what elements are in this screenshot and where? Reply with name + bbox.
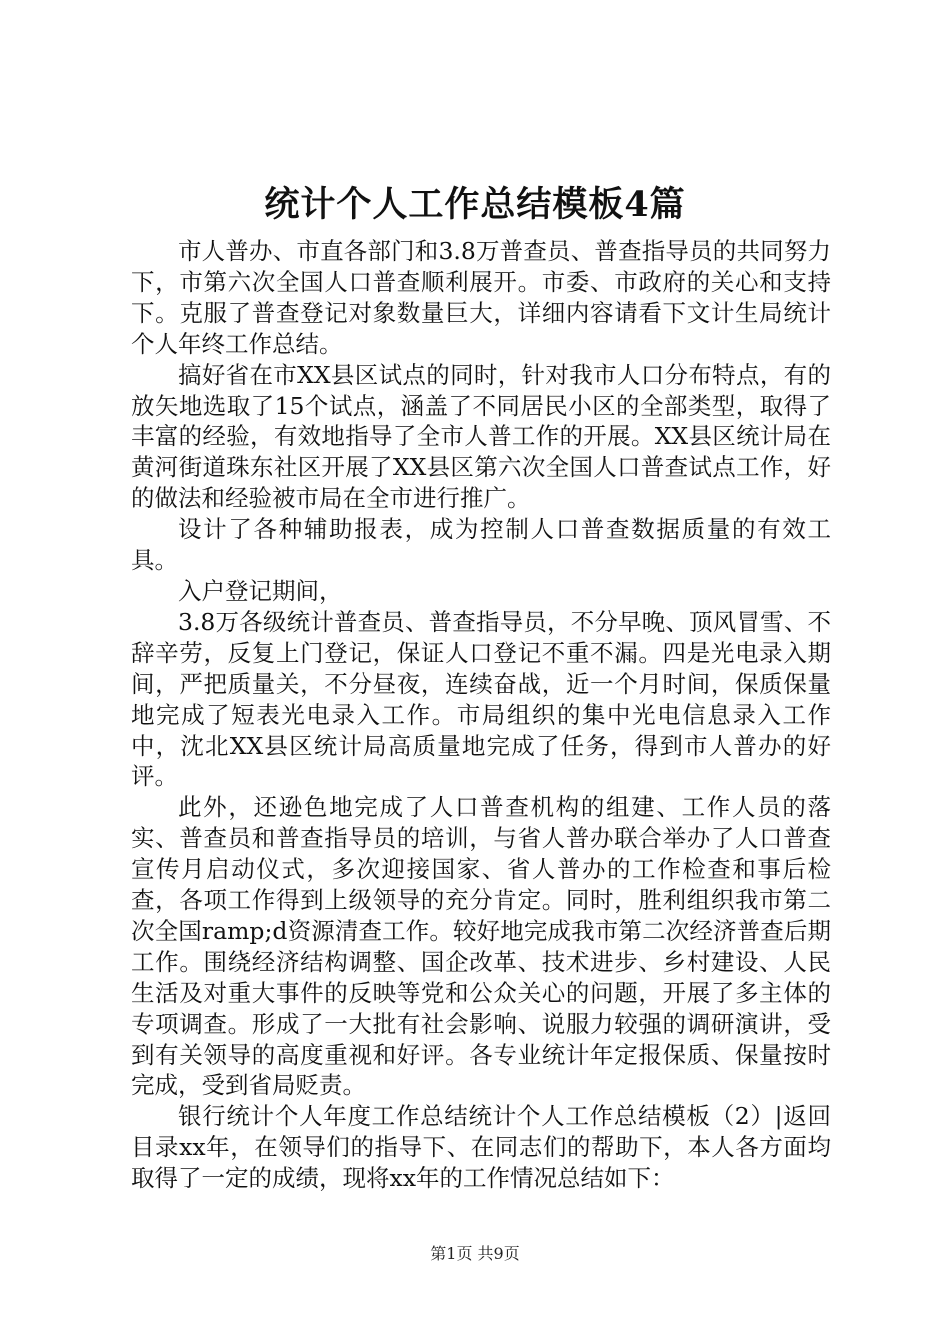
page-number-footer: 第1页 共9页	[430, 1244, 520, 1263]
document-title: 统计个人工作总结模板4篇	[264, 184, 686, 226]
paragraph: 设计了各种辅助报表，成为控制人口普查数据质量的有效工具。	[131, 515, 831, 575]
paragraph: 搞好省在市XX县区试点的同时，针对我市人口分布特点，有的放矢地选取了15个试点，涵盖了不同居民小区的全部类型，取得了丰富的经验，有效地指导了全市人普工作的开展。XX县区统计局在黄河街道珠东社区开展了XX县区第六次全国人口普查试点工作，好的做法和经验被市局在全市进行推广。	[131, 360, 831, 513]
paragraph: 此外，还逊色地完成了人口普查机构的组建、工作人员的落实、普查员和普查指导员的培训，与省人普办联合举办了人口普查宣传月启动仪式，多次迎接国家、省人普办的工作检查和事后检查，各项工作得到上级领导的充分肯定。同时，胜利组织我市第二次全国ramp;d资源清查工作。较好地完成我市第二次经济普查后期工作。围绕经济结构调整、国企改革、技术进步、乡村建设、人民生活及对重大事件的反映等党和公众关心的问题，开展了多主体的专项调查。形成了一大批有社会影响、说服力较强的调研演讲，受到有关领导的高度重视和好评。各专业统计年定报保质、保量按时完成，受到省局贬责。	[131, 793, 831, 1100]
paragraph: 市人普办、市直各部门和3.8万普查员、普查指导员的共同努力下，市第六次全国人口普查顺利展开。市委、市政府的关心和支持下。克服了普查登记对象数量巨大，详细内容请看下文计生局统计个人年终工作总结。	[131, 237, 831, 358]
document-body	[131, 236, 831, 1194]
paragraph: 银行统计个人年度工作总结统计个人工作总结模板（2）|返回目录xx年，在领导们的指导下、在同志们的帮助下，本人各方面均取得了一定的成绩，现将xx年的工作情况总结如下：	[131, 1102, 831, 1193]
paragraph: 入户登记期间，	[178, 576, 343, 605]
paragraph: 3.8万各级统计普查员、普查指导员，不分早晚、顶风冒雪、不辞辛劳，反复上门登记，保证人口登记不重不漏。四是光电录入期间，严把质量关，不分昼夜，连续奋战，近一个月时间，保质保量地完成了短表光电录入工作。市局组织的集中光电信息录入工作中，沈北XX县区统计局高质量地完成了任务，得到市人普办的好评。	[131, 607, 831, 791]
